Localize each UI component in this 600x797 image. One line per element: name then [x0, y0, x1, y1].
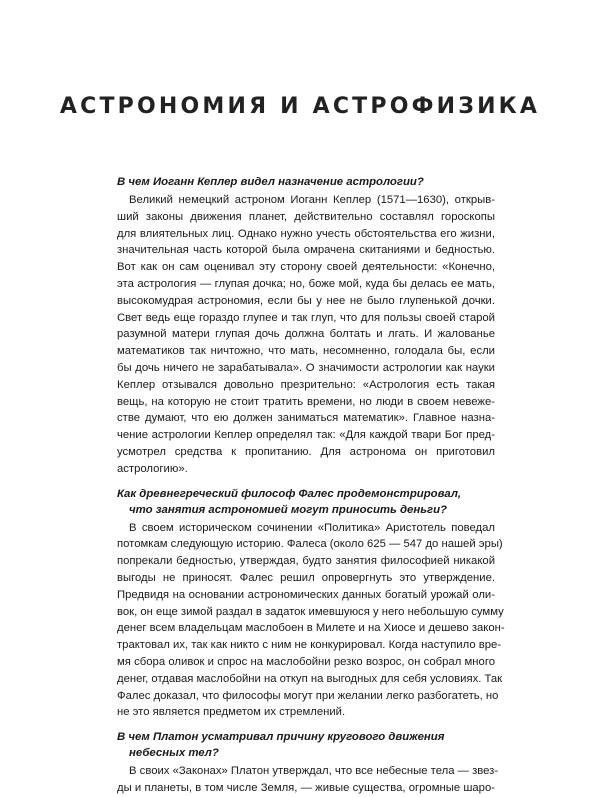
question-line: В чем Иоганн Кеплер видел назначение астрологии?	[117, 176, 424, 188]
answer-paragraph	[117, 192, 495, 478]
text-line: Свет ведь еще гораздо глупее и так глуп, что для пользы своей старой	[117, 311, 495, 324]
text-line: не это является предметом их стремлений.	[117, 706, 346, 719]
text-line: вок, он еще зимой раздал в задаток имевшуюся у него небольшую сумму	[117, 605, 504, 618]
text-line: Великий немецкий астроном Иоганн Кеплер (1571—1630), открыв-	[129, 194, 495, 206]
text-line: для влиятельных лиц. Однако нужно учесть обстоятельства его жизни,	[117, 227, 495, 240]
text-line: Кеплер отзывался довольно презрительно: «Астрология есть такая	[117, 378, 495, 391]
text-line: В своем историческом сочинении «Политика» Аристотель поведал	[129, 521, 495, 534]
text-line: попрекали бедностью, утверждая, будто занятия философией никакой	[117, 555, 495, 568]
text-line: Вот как он сам оценивал эту сторону своей деятельности: «Конечно,	[117, 261, 495, 274]
question-heading	[117, 486, 495, 518]
answer-paragraph	[117, 763, 499, 797]
text-line: ды и планеты, в том числе Земля, — живые существа, огромные шаро-	[117, 781, 495, 794]
text-line: бы дочь ничего не зарабатывала». О значимости астрологии как науки	[117, 361, 495, 374]
question-line: Как древнегреческий философ Фалес продемонстрировал,	[117, 487, 462, 500]
text-column	[117, 174, 505, 797]
text-line: ший законы движения планет, действительно составлял гороскопы	[117, 210, 495, 223]
chapter-title: АСТРОНОМИЯ И АСТРОФИЗИКА	[59, 94, 541, 119]
text-line: потомкам следующую историю. Фалеса (около 625 — 547 до нашей эры)	[117, 538, 503, 551]
section-plato	[117, 729, 499, 797]
text-line: денег всем владельцам маслобоен в Милете и на Хиосе и дешево закон-	[117, 622, 505, 635]
text-line: усмотрел средства к пропитанию. Для астронома он приготовил	[117, 445, 495, 458]
section-kepler	[117, 174, 495, 478]
question-heading	[117, 174, 495, 190]
section-thales	[117, 486, 505, 722]
text-line: денег, отдавая маслобойни на откуп на выгодных для себя условиях. Так	[117, 672, 503, 685]
text-line: чение астрологии Кеплер определял так: «Для каждой твари Бог пред-	[117, 429, 495, 442]
text-line: разумной матери глупая дочь должна болтать и лгать. И жалованье	[117, 328, 495, 341]
question-heading	[117, 729, 495, 761]
text-line: В своих «Законах» Платон утверждал, что все небесные тела — звез-	[129, 765, 499, 778]
answer-paragraph	[117, 520, 505, 722]
text-line: значительная часть которой была омрачена скитаниями и бедностью.	[117, 244, 495, 257]
text-line: стве думают, что ею должен заниматься математик». Главное назна-	[117, 412, 495, 425]
text-line: трактовал их, так как никто с ним не конкурировал. Когда наступило вре-	[117, 639, 502, 652]
text-line: мя сбора оливок и спрос на маслобойни резко возрос, он собрал много	[117, 655, 495, 668]
question-line: небесных тел?	[129, 747, 219, 760]
question-line: В чем Платон усматривал причину кругового движения	[117, 731, 445, 744]
text-line: высокомудрая астрономия, если бы у нее не было глупенькой дочки.	[117, 294, 495, 307]
text-line: эта астрология — глупая дочка; но, боже мой, куда бы делась ее мать,	[117, 277, 495, 290]
text-line: астрологию».	[117, 462, 188, 475]
text-line: выгоды не приносят. Фалес решил опровергнуть это утверждение.	[117, 571, 495, 584]
text-line: Предвидя на основании астрономических данных богатый урожай оли-	[117, 588, 495, 601]
text-line: Фалес доказал, что философы могут при желании легко разбогатеть, но	[117, 689, 499, 702]
text-line: математиков так ничтожно, что мать, несомненно, голодала бы, если	[117, 345, 495, 358]
question-line: что занятия астрономией могут приносить деньги?	[129, 503, 447, 516]
text-line: вещь, на которую не стоит тратить времени, но люди в своем невеже-	[117, 395, 495, 408]
